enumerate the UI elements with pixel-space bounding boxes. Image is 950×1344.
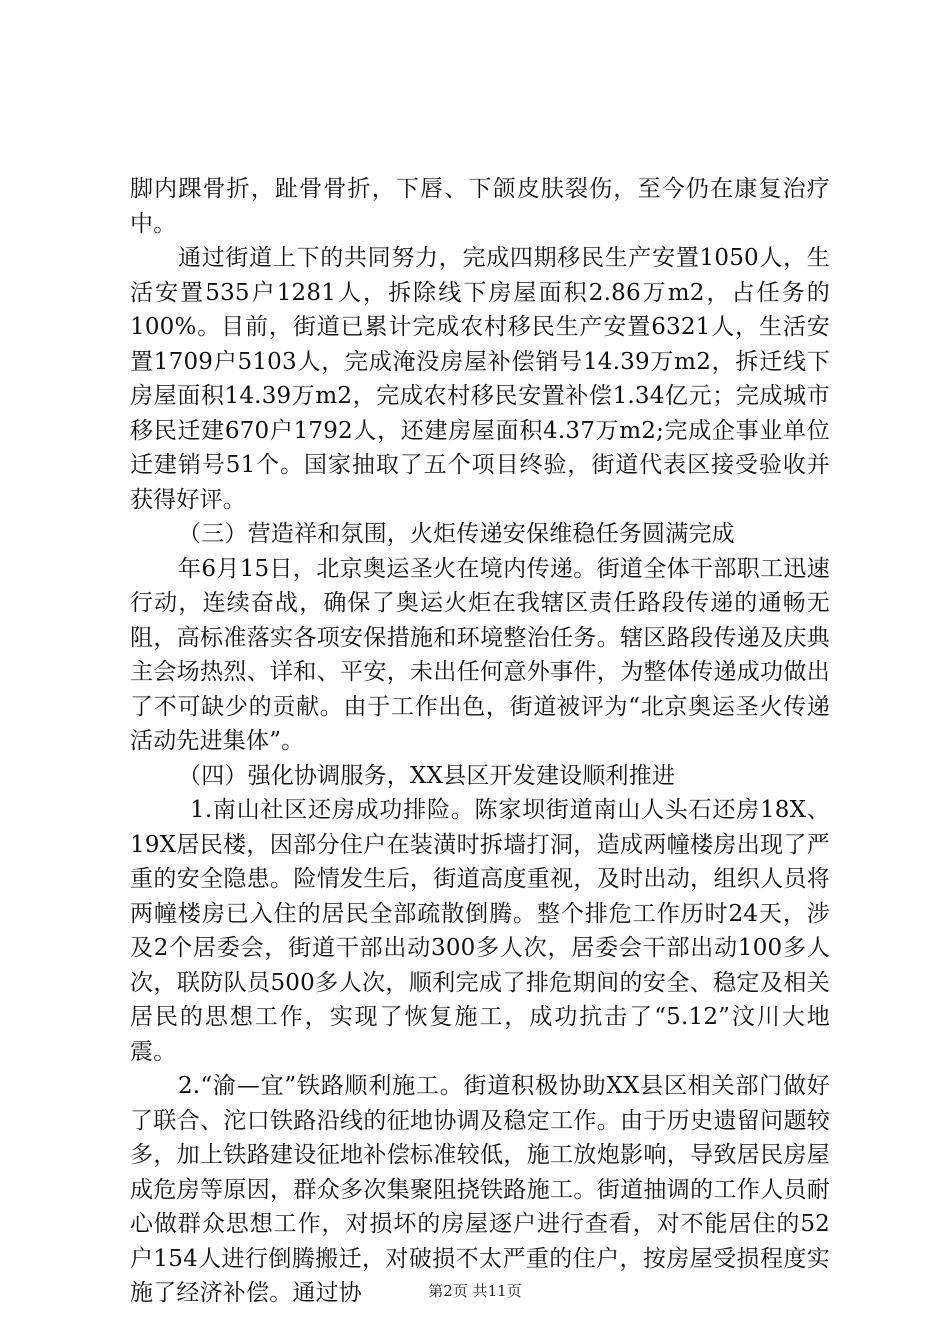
section-heading-3: （三）营造祥和氛围，火炬传递安保维稳任务圆满完成 [178, 521, 735, 547]
paragraph-torch-relay: 年6月15日，北京奥运圣火在境内传递。街道全体干部职工迅速行动，连续奋战，确保了奥运火炬在我辖区责任路段传递的通畅无阻，高标准落实各项安保措施和环境整治任务。辖区路段传递及庆典主会场热烈、详和、平安，未出任何意外事件，为整体传递成功做出了不可缺少的贡献。由于工作出色，街道被评为“北京奥运圣火传递活动先进集体”。 [130, 555, 830, 754]
paragraph-resettlement: 通过街道上下的共同努力，完成四期移民生产安置1050人，生活安置535户1281人，拆除线下房屋面积2.86万m2，占任务的100%。目前，街道已累计完成农村移民生产安置6321人，生活安置1709户5103人，完成淹没房屋补偿销号14.39万m2，拆迁线下房屋面积14.39万m2，完成农村移民安置补偿1.34亿元；完成城市移民迁建670户1792人，还建房屋面积4.37万m2;完成企事业单位迁建销号51个。国家抽取了五个项目终验，街道代表区接受验收并获得好评。 [130, 245, 830, 513]
document-body [130, 172, 830, 1311]
page-footer: 第2页 共11页 [428, 1282, 522, 1300]
paragraph-nanshan: 1.南山社区还房成功排险。陈家坝街道南山人头石还房18X、19X居民楼，因部分住户在装潢时拆墙打洞，造成两幢楼房出现了严重的安全隐患。险情发生后，街道高度重视，及时出动，组织人员将两幢楼房已入住的居民全部疏散倒腾。整个排危工作历时24天，涉及2个居委会，街道干部出动300多人次，居委会干部出动100多人次，联防队员500多人次，顺利完成了排危期间的安全、稳定及相关居民的思想工作，实现了恢复施工，成功抗击了“5.12”汶川大地震。 [130, 797, 830, 1065]
paragraph-continuation: 脚内踝骨折，趾骨骨折，下唇、下颌皮肤裂伤，至今仍在康复治疗中。 [130, 176, 830, 237]
paragraph-railway: 2.“渝—宜”铁路顺利施工。街道积极协助XX县区相关部门做好了联合、沱口铁路沿线的征地协调及稳定工作。由于历史遗留问题较多，加上铁路建设征地补偿标准较低，施工放炮影响，导致居民房屋成危房等原因，群众多次集聚阻挠铁路施工。街道抽调的工作人员耐心做群众思想工作，对损坏的房屋逐户进行查看，对不能居住的52户154人进行倒腾搬迁，对破损不太严重的住户，按房屋受损程度实施了经济补偿。通过协 [130, 1073, 830, 1306]
section-heading-4: （四）强化协调服务，XX县区开发建设顺利推进 [178, 762, 676, 789]
